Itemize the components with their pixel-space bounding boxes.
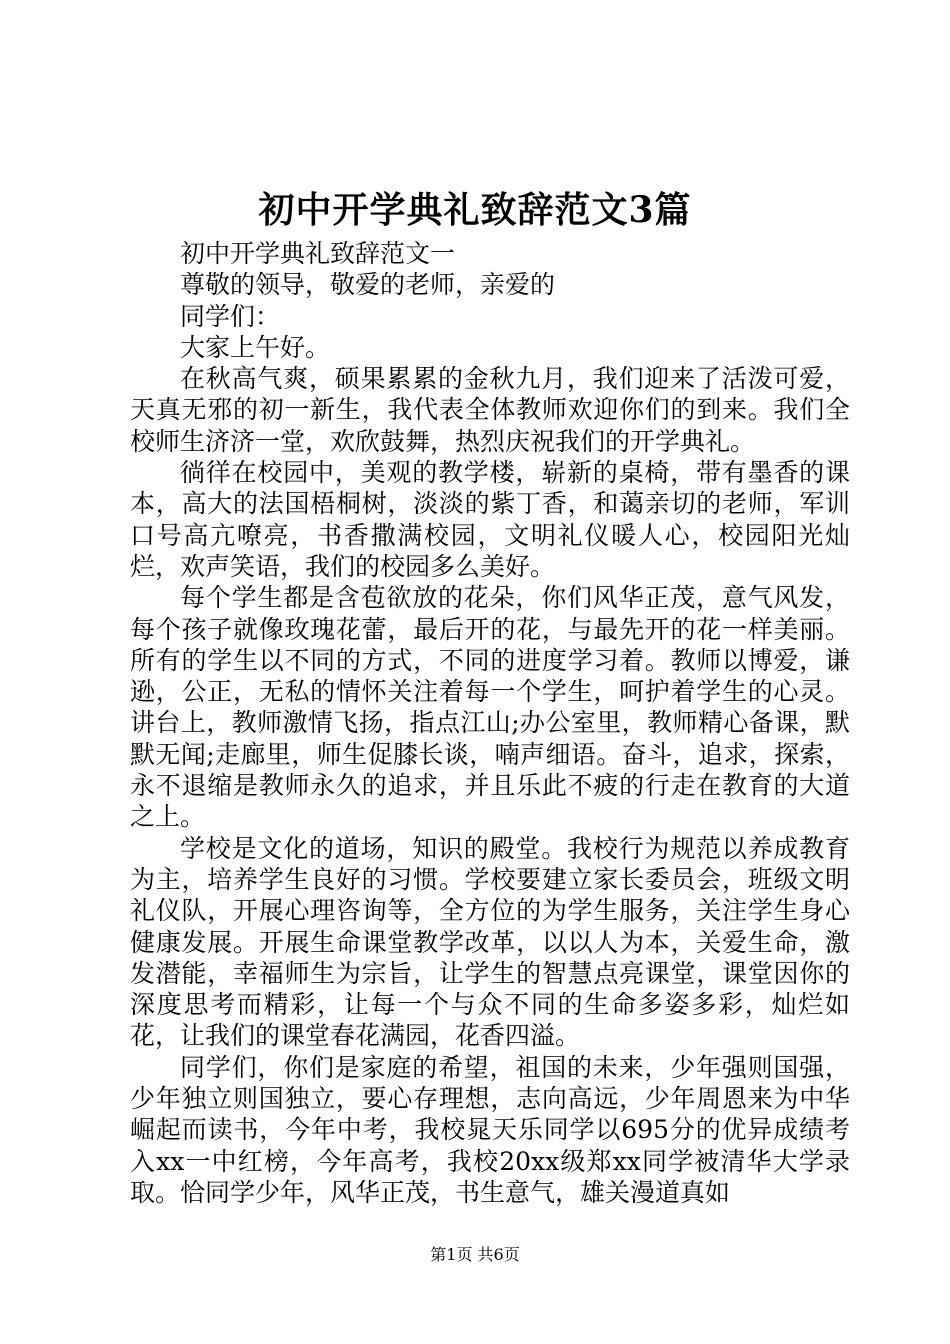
paragraph: 每个学生都是含苞欲放的花朵，你们风华正茂，意气风发，每个孩子就像玫瑰花蕾，最后开的花，与最先开的花一样美丽。所有的学生以不同的方式，不同的进度学习着。教师以博爱，谦逊，公正，无私的情怀关注着每一个学生，呵护着学生的心灵。讲台上，教师激情飞扬，指点江山;办公室里，教师精心备课，默默无闻;走廊里，师生促膝长谈，喃声细语。奋斗，追求，探索，永不退缩是教师永久的追求，并且乐此不疲的行走在教育的大道之上。	[130, 583, 850, 832]
document-title: 初中开学典礼致辞范文3篇	[258, 189, 692, 231]
paragraph-heading: 初中开学典礼致辞范文一	[180, 239, 456, 268]
page-footer: 第1页 共6页	[430, 1245, 520, 1264]
paragraph-greeting: 大家上午好。	[180, 332, 331, 362]
paragraph: 在秋高气爽，硕果累累的金秋九月，我们迎来了活泼可爱，天真无邪的初一新生，我代表全体教师欢迎你们的到来。我们全校师生济济一堂，欢欣鼓舞，热烈庆祝我们的开学典礼。	[130, 364, 850, 456]
paragraph-salutation: 尊敬的领导，敬爱的老师，亲爱的	[180, 270, 556, 300]
paragraph: 学校是文化的道场，知识的殿堂。我校行为规范以养成教育为主，培养学生良好的习惯。学校要建立家长委员会，班级文明礼仪队，开展心理咨询等，全方位的为学生服务，关注学生身心健康发展。开展生命课堂教学改革，以以人为本，关爱生命，激发潜能，幸福师生为宗旨，让学生的智慧点亮课堂，课堂因你的深度思考而精彩，让每一个与众不同的生命多姿多彩，灿烂如花，让我们的课堂春花满园，花香四溢。	[130, 833, 850, 1051]
paragraph: 徜徉在校园中，美观的教学楼，崭新的桌椅，带有墨香的课本，高大的法国梧桐树，淡淡的紫丁香，和蔼亲切的老师，军训口号高亢嘹亮，书香撒满校园，文明礼仪暖人心，校园阳光灿烂，欢声笑语，我们的校园多么美好。	[130, 458, 850, 581]
document-body	[130, 238, 850, 1208]
paragraph-salutation-cont: 同学们：	[180, 301, 281, 331]
paragraph: 同学们，你们是家庭的希望，祖国的未来，少年强则国强，少年独立则国独立，要心存理想，志向高远，少年周恩来为中华崛起而读书，今年中考，我校晁天乐同学以695分的优异成绩考入xx一中红榜，今年高考，我校20xx级郑xx同学被清华大学录取。恰同学少年，风华正茂，书生意气，雄关漫道真如	[130, 1052, 850, 1207]
